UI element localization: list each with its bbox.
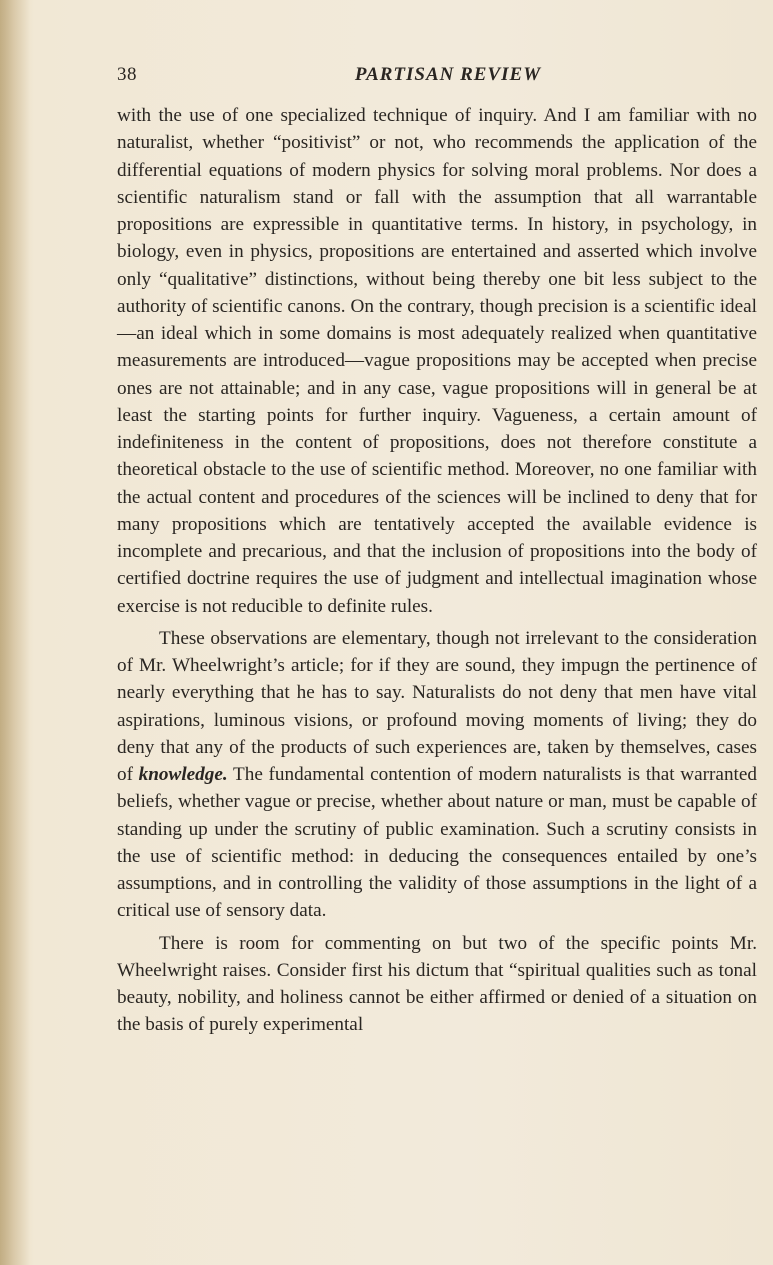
body-text (117, 102, 757, 1039)
running-head: PARTISAN REVIEW (354, 64, 542, 85)
paragraph-2-before: These observations are elementary, though not irrelevant to the consideration of Mr. Wheelwright’s article; for if they are sound, they impugn the pertinence of nearly everything that he has to say. Naturalists do not deny that men have vital aspirations, luminous visions, or profound moving moments of living; they do deny that any of the products of such experiences are, taken by themselves, cases of (117, 627, 757, 785)
paragraph-3: There is room for commenting on but two of the specific points Mr. Wheelwright raises. Consider first his dictum that “spiritual qualities such as tonal beauty, nobility, and holiness cannot be either affirmed or denied of a situation on the basis of purely experimental (117, 932, 757, 1036)
page-number: 38 (117, 64, 137, 85)
paragraph-2-after: The fundamental contention of modern naturalists is that warranted beliefs, whether vague or precise, whether about nature or man, must be capable of standing up under the scrutiny of public examination. Such a scrutiny consists in the use of scientific method: in deducing the consequences entailed by one’s assumptions, and in controlling the validity of those assumptions in the light of a critical use of sensory data. (117, 764, 757, 922)
binding-gutter-shadow (0, 0, 30, 1265)
emphasized-word: knowledge. (138, 764, 228, 785)
paragraph-2 (117, 625, 757, 925)
paragraph-1: with the use of one specialized technique of inquiry. And I am familiar with no naturalist, whether “positivist” or not, who recommends the application of the differential equations of modern physics for solving moral problems. Nor does a scientific naturalism stand or fall with the assumption that all warrantable propositions are expressible in quantitative terms. In history, in psychology, in biology, even in physics, propositions are entertained and asserted which involve only “qualitative” distinctions, without being thereby one bit less subject to the authority of scientific canons. On the contrary, though precision is a scientific ideal—an ideal which in some domains is most adequately realized when quantitative measurements are introduced—vague propositions may be accepted when precise ones are not attainable; and in any case, vague propositions will in general be at least the starting points for further inquiry. Vagueness, a certain amount of indefiniteness in the content of propositions, does not therefore constitute a theoretical obstacle to the use of scientific method. Moreover, no one familiar with the actual content and procedures of the sciences will be inclined to deny that for many propositions which are tentatively accepted the available evidence is incomplete and precarious, and that the inclusion of propositions into the body of certified doctrine requires the use of judgment and intellectual imagination whose exercise is not reducible to definite rules. (117, 105, 757, 617)
page-header (117, 64, 747, 90)
